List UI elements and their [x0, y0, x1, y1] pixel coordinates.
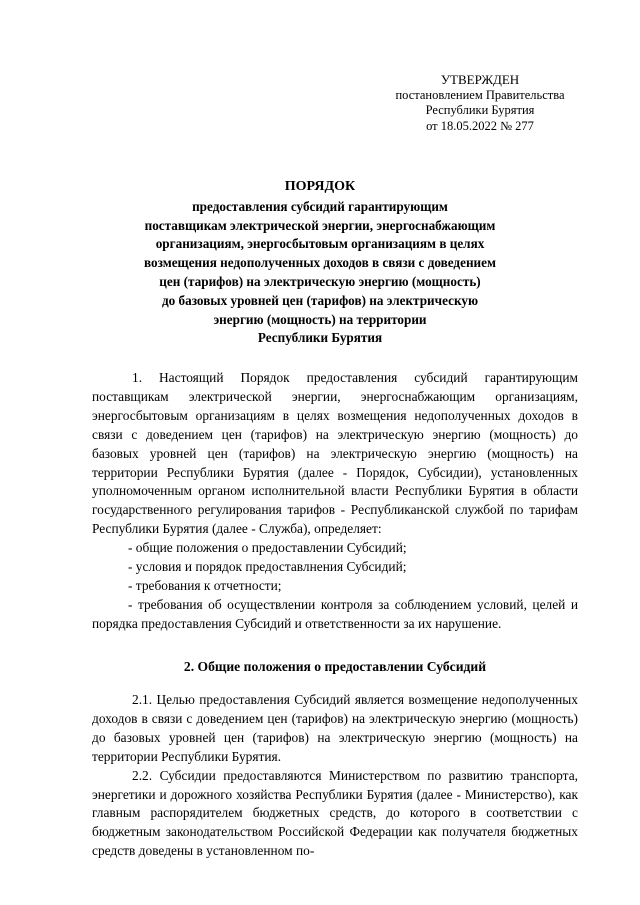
- title-line: организациям, энергосбытовым организациям в целях: [155, 236, 485, 252]
- list-item: - требования к отчетности;: [128, 577, 282, 593]
- list-item: - требования об осуществлении контроля за соблюдением условий, целей и порядка предоставления Субсидий и ответственности за их нарушение.: [92, 596, 578, 631]
- title-line: Республики Бурятия: [257, 330, 383, 346]
- title-line: возмещения недополученных доходов в связи с доведением: [143, 255, 496, 271]
- list-item: - условия и порядок предоставлнения Субсидий;: [128, 559, 407, 575]
- approval-line-2: Республики Бурятия: [425, 103, 535, 118]
- section-2-paragraph-2: 2.2. Субсидии предоставляются Министерством по развитию транспорта, энергетики и дорожного хозяйства Республики Бурятия (далее - Министерство), как главным распорядителем бюджетных средств, до которого в соответствии с бюджетным законодательством Российской Федерации как получателя бюджетных средств доведены в установленном по-: [92, 767, 578, 859]
- document-title: [90, 178, 550, 348]
- approval-heading: УТВЕРЖДЕН: [440, 72, 520, 87]
- section-2: [92, 691, 578, 861]
- approval-line-1: постановлением Правительства: [395, 87, 565, 102]
- title-line: предоставления субсидий гарантирующим: [192, 198, 448, 214]
- title-line: до базовых уровней цен (тарифов) на электрическую: [161, 292, 479, 308]
- section-2-heading: 2. Общие положения о предоставлении Субсидий: [183, 659, 487, 674]
- title-main: ПОРЯДОК: [284, 179, 356, 194]
- approval-stamp: [360, 72, 600, 134]
- list-item: - общие положения о предоставлении Субсидий;: [128, 540, 407, 556]
- approval-line-3: от 18.05.2022 № 277: [426, 118, 534, 133]
- section-2-paragraph-1: 2.1. Целью предоставления Субсидий является возмещение недополученных доходов в связи с доведением цен (тарифов) на электрическую энергию (мощность) до базовых уровней цен (тарифов) на электрическую энергию (мощность) на территории Республики Бурятия.: [92, 692, 578, 764]
- title-line: энергию (мощность) на территории: [213, 311, 427, 327]
- section-1-paragraph: 1. Настоящий Порядок предоставления субсидий гарантирующим поставщикам электрической энергии, энергоснабжающим организациям, энергосбытовым организациям в целях возмещения недополученных доходов в связи с доведением цен (тарифов) на электрическую энергию (мощность) до базовых уровней цен (тарифов) на электрическую энергию (мощность) на территории Республики Бурятия (далее - Порядок, Субсидии), установленных уполномоченным органом исполнительной власти Республики Бурятия в области государственного регулирования тарифов - Республиканской службой по тарифам Республики Бурятия (далее - Служба), определяет:: [92, 370, 578, 537]
- title-line: поставщикам электрической энергии, энергоснабжающим: [144, 217, 496, 233]
- title-line: цен (тарифов) на электрическую энергию (мощность): [159, 273, 481, 289]
- section-1: [92, 369, 578, 634]
